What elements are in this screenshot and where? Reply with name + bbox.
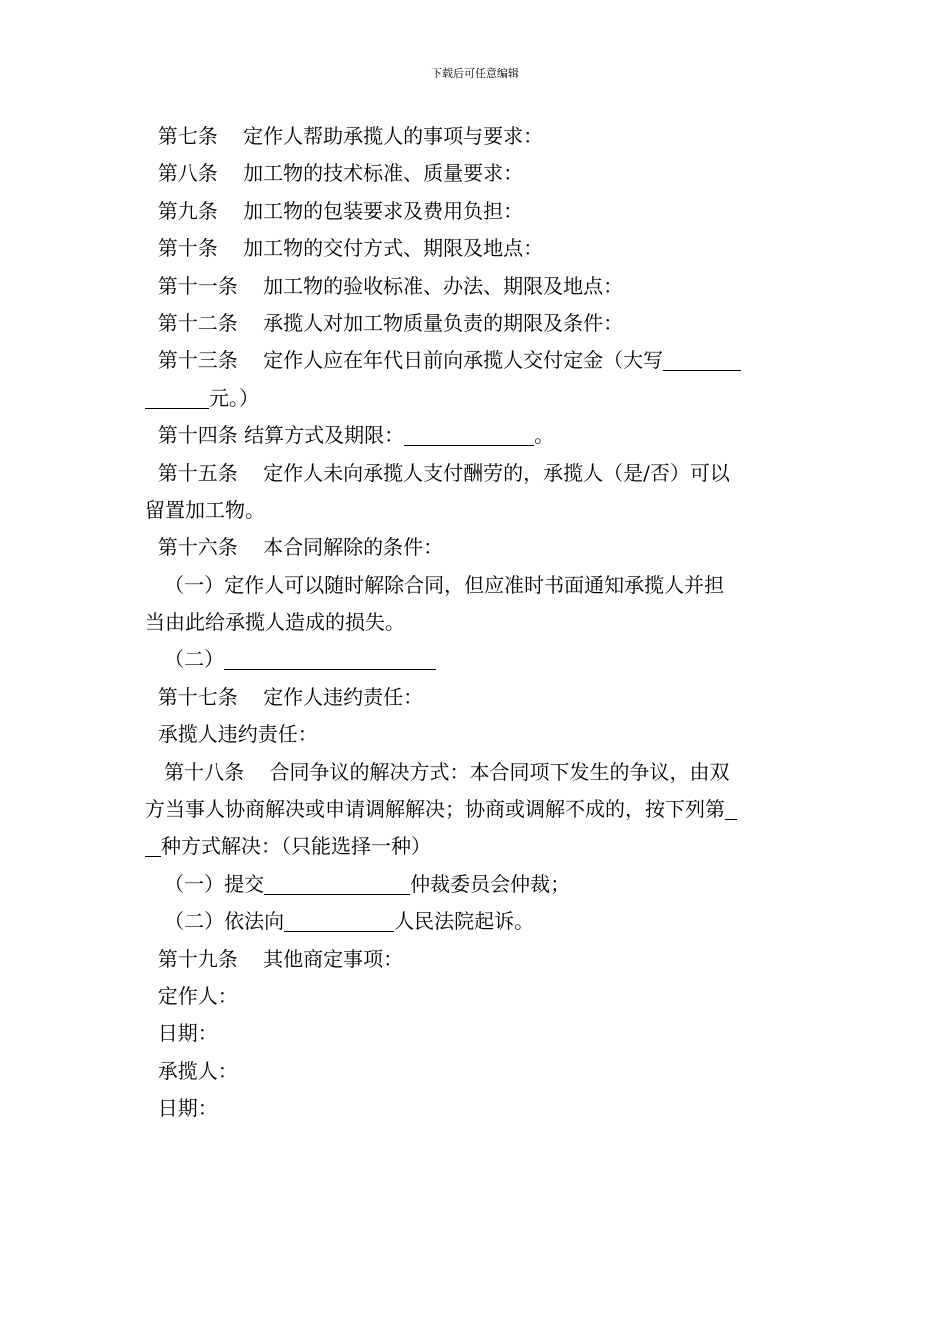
contract-line bbox=[145, 828, 815, 865]
contract-line bbox=[145, 903, 815, 940]
contract-text: 第十四条 结算方式及期限： bbox=[145, 423, 405, 448]
contract-line bbox=[145, 791, 815, 828]
contract-line bbox=[145, 529, 815, 566]
contract-text: 日期： bbox=[145, 1096, 218, 1121]
contract-text: 元。） bbox=[209, 385, 259, 410]
contract-text: 人民法院起诉。 bbox=[394, 909, 535, 934]
contract-line bbox=[145, 342, 815, 379]
fill-in-blank bbox=[145, 832, 161, 857]
contract-line bbox=[145, 1053, 815, 1090]
fill-in-blank bbox=[145, 384, 209, 409]
contract-text: 种方式解决：（只能选择一种） bbox=[161, 834, 431, 859]
contract-line bbox=[145, 305, 815, 342]
contract-text: 第十一条 加工物的验收标准、办法、期限及地点： bbox=[145, 273, 624, 298]
contract-line bbox=[145, 604, 815, 641]
fill-in-blank bbox=[663, 346, 741, 371]
contract-text: 第十条 加工物的交付方式、期限及地点： bbox=[145, 236, 544, 261]
contract-text: 承揽人： bbox=[145, 1058, 238, 1083]
contract-text: 留置加工物。 bbox=[145, 497, 265, 522]
fill-in-blank bbox=[264, 870, 410, 895]
contract-line bbox=[145, 716, 815, 753]
fill-in-blank bbox=[725, 795, 737, 820]
contract-text: 第十七条 定作人违约责任： bbox=[145, 684, 424, 709]
contract-line bbox=[145, 941, 815, 978]
contract-line bbox=[145, 679, 815, 716]
fill-in-blank bbox=[284, 907, 394, 932]
contract-line bbox=[145, 193, 815, 230]
contract-text: 第十六条 本合同解除的条件： bbox=[145, 535, 444, 560]
contract-line bbox=[145, 567, 815, 604]
contract-text: 方当事人协商解决或申请调解解决；协商或调解不成的，按下列第 bbox=[145, 797, 725, 822]
contract-text: （一）提交 bbox=[145, 871, 265, 896]
contract-body bbox=[145, 118, 815, 1128]
contract-line bbox=[145, 754, 815, 791]
contract-text: 第十二条 承揽人对加工物质量负责的期限及条件： bbox=[145, 310, 624, 335]
contract-text: 第九条 加工物的包装要求及费用负担： bbox=[145, 198, 524, 223]
contract-text: 第八条 加工物的技术标准、质量要求： bbox=[145, 161, 524, 186]
contract-line bbox=[145, 641, 815, 678]
contract-line bbox=[145, 380, 815, 417]
contract-text: 承揽人违约责任： bbox=[145, 722, 318, 747]
contract-text: 第十九条 其他商定事项： bbox=[145, 946, 404, 971]
contract-line bbox=[145, 118, 815, 155]
contract-line bbox=[145, 866, 815, 903]
contract-text: 第七条 定作人帮助承揽人的事项与要求： bbox=[145, 124, 544, 148]
contract-line bbox=[145, 1015, 815, 1052]
contract-line bbox=[145, 492, 815, 529]
fill-in-blank bbox=[404, 421, 534, 446]
contract-line bbox=[145, 978, 815, 1015]
contract-line bbox=[145, 230, 815, 267]
contract-line bbox=[145, 455, 815, 492]
contract-text: （二）依法向 bbox=[145, 909, 285, 934]
contract-text: 定作人： bbox=[145, 983, 238, 1008]
contract-line bbox=[145, 1090, 815, 1127]
contract-text: （二） bbox=[145, 647, 225, 672]
contract-text: 仲裁委员会仲裁； bbox=[410, 871, 571, 896]
contract-line bbox=[145, 417, 815, 454]
contract-text: 第十三条 定作人应在年代日前向承揽人交付定金（大写 bbox=[145, 348, 664, 373]
contract-line bbox=[145, 155, 815, 192]
contract-text: 第十五条 定作人未向承揽人支付酬劳的，承揽人（是/否）可以 bbox=[145, 460, 730, 485]
contract-text: 第十八条 合同争议的解决方式：本合同项下发生的争议，由双 bbox=[145, 759, 730, 784]
contract-text: 当由此给承揽人造成的损失。 bbox=[145, 610, 405, 635]
contract-line bbox=[145, 268, 815, 305]
page-header-note: 下载后可任意编辑 bbox=[431, 67, 519, 80]
contract-text: 。 bbox=[534, 423, 555, 448]
contract-text: 日期： bbox=[145, 1021, 218, 1046]
fill-in-blank bbox=[224, 645, 436, 670]
contract-text: （一）定作人可以随时解除合同，但应准时书面通知承揽人并担 bbox=[145, 572, 725, 597]
